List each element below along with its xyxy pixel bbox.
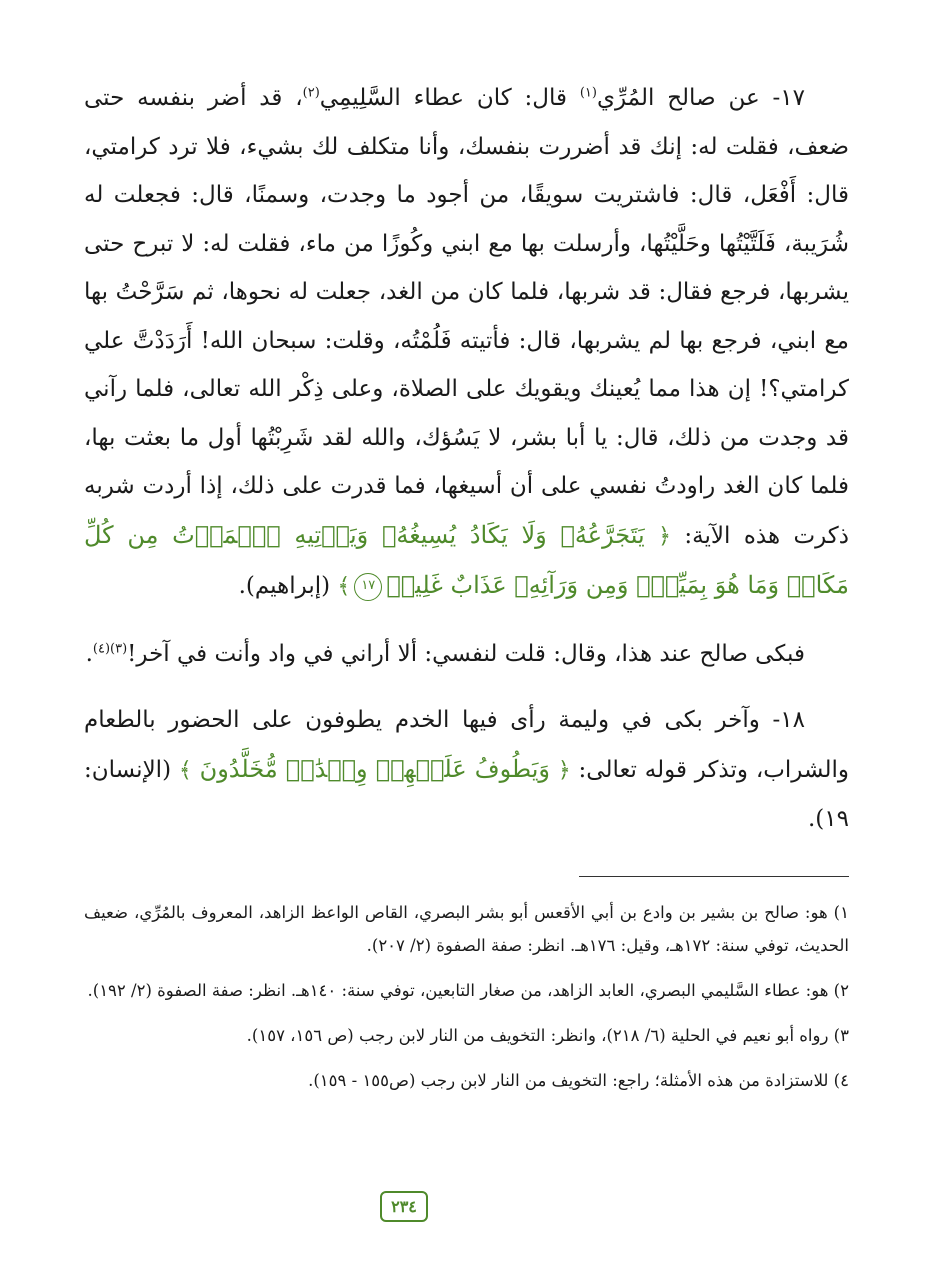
- paragraph-17-text: قال: كان عطاء السَّلِيمِي: [319, 85, 580, 111]
- quran-verse-insan: وَيَطُوفُ عَلَيۡهِمۡ وِلۡدَٰنٞ مُّخَلَّدُونَ: [199, 754, 551, 783]
- footnote-ref-3-4[interactable]: (٣)(٤): [92, 640, 128, 656]
- footnote-1: ١) هو: صالح بن بشير بن وادع بن أبي الأقعس أبو بشر البصري، القاص الواعظ الزاهد، المعروف بالمُرِّي، ضعيف الحديث، توفي سنة: ١٧٢هـ، وقيل: ١٧٦هـ. انظر: صفة الصفوة (٢/ ٢٠٧).: [84, 903, 849, 955]
- footnote-2: ٢) هو: عطاء السَّليمي البصري، العابد الزاهد، من صغار التابعين، توفي سنة: ١٤٠هـ. انظر: صفة الصفوة (٢/ ١٩٢).: [87, 981, 849, 1000]
- page-number: ٢٣٤: [380, 1191, 428, 1222]
- main-text: [84, 74, 849, 844]
- quran-brace-open: ﴿: [557, 757, 571, 783]
- footnote-4: ٤) للاستزادة من هذه الأمثلة؛ راجع: التخويف من النار لابن رجب (ص١٥٥ - ١٥٩).: [308, 1071, 849, 1090]
- paragraph-17-ending: [84, 630, 849, 679]
- quran-brace-close: ﴾: [337, 574, 351, 599]
- paragraph-18-text: ١٨- وآخر بكى في وليمة رأى فيها الخدم يطوفون على الحضور بالطعام والشراب، وتذكر قوله تعالى:: [84, 707, 849, 783]
- quran-brace-open: ﴿: [658, 523, 672, 549]
- paragraph-17-body: ، قد أضر بنفسه حتى ضعف، فقلت له: إنك قد أضررت بنفسك، وأنا متكلف لك بشيء، فلا ترد كرامتي، قال: أَفْعَل، قال: فاشتريت سويقًا، من أجود ما وجدت، وسمنًا، قال: فجعلت له شُرَيبة، فَلَتَّيْتُها وحَلَّيْتُها، وأرسلت بها مع ابني وكُوزًا من ماء، فقلت له: لا تبرح حتى يشربها، فرجع فقال: قد شربها، فلما كان من الغد، جعلت له نحوها، ثم سَرَّحْتُ بها مع ابني، فرجع بها لم يشربها، قال: فأتيته فَلُمْتُه، وقلت: سبحان الله! أَرَدَدْتَّ علي كرامتي؟! إن هذا مما يُعينك ويقويك على الصلاة، وعلى ذِكْر الله تعالى، فلما رآني قد وجدت من ذلك، قال: يا أبا بشر، لا يَسُؤك، والله لقد شَرِبْتُها أول ما بعثت بها، فلما كان الغد راودتُ نفسي على أن أسيغها، فما قدرت على ذلك، إذا أردت شربه ذكرت هذه الآية:: [84, 85, 850, 549]
- footnote-3: ٣) رواه أبو نعيم في الحلية (٦/ ٢١٨)، وانظر: التخويف من النار لابن رجب (ص ١٥٦، ١٥٧).: [246, 1026, 849, 1045]
- footnote-divider: [579, 876, 849, 877]
- paragraph-18: [84, 696, 849, 844]
- paragraph-17-ending-dot: .: [85, 640, 93, 667]
- surah-reference: (إبراهيم).: [238, 573, 338, 599]
- quran-verse-ibrahim: يَتَجَرَّعُهُۥ وَلَا يَكَادُ يُسِيغُهُۥ وَيَأۡتِيهِ ٱلۡمَوۡتُ مِن كُلِّ مَكَانٖ وَمَا هُوَ بِمَيِّتٖۖ وَمِن وَرَآئِهِۦ عَذَابٌ غَلِيظٞ: [84, 520, 849, 599]
- footnote-ref-1[interactable]: (١): [579, 85, 597, 101]
- footnote-ref-2[interactable]: (٢): [302, 85, 320, 101]
- quran-brace-close: ﴾: [178, 757, 192, 783]
- paragraph-17-start: ١٧- عن صالح المُرِّي: [596, 85, 806, 111]
- ayah-number-marker: ١٧: [354, 573, 382, 601]
- paragraph-17-ending-text: فبكى صالح عند هذا، وقال: قلت لنفسي: ألا أراني في واد وأنت في آخر!: [127, 640, 805, 667]
- surah-reference: (الإنسان: ١٩).: [84, 756, 849, 832]
- paragraph-17: [84, 74, 849, 612]
- footnotes: [84, 896, 849, 1109]
